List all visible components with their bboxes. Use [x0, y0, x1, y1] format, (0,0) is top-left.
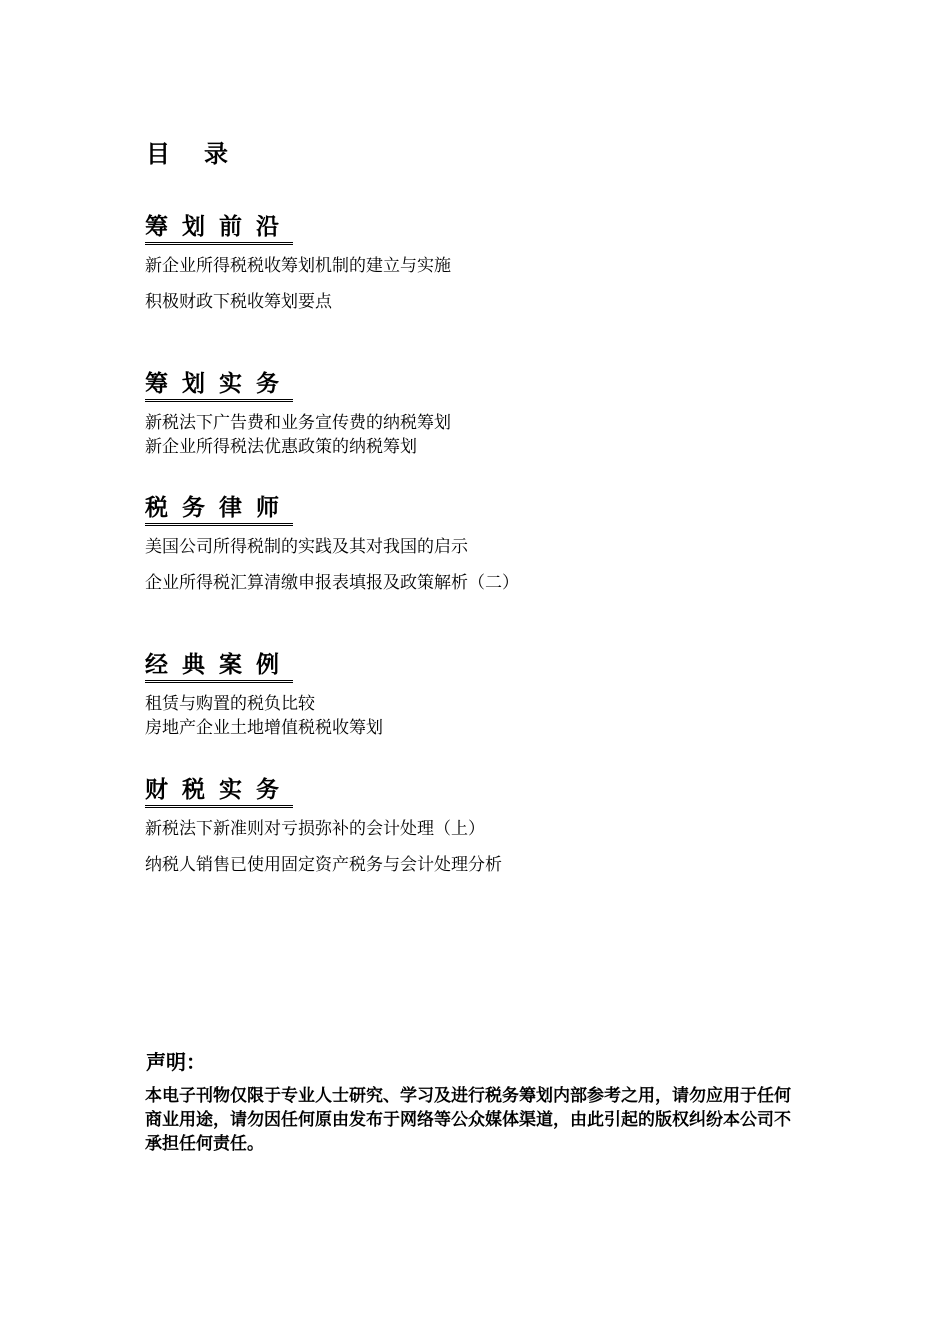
section-planning-practice	[145, 369, 451, 457]
statement-title: 声明：	[146, 1050, 206, 1074]
toc-entry[interactable]: 新企业所得税税收筹划机制的建立与实施	[145, 256, 451, 276]
section-heading: 财税实务	[145, 775, 293, 808]
toc-entry[interactable]: 纳税人销售已使用固定资产税务与会计处理分析	[145, 855, 502, 875]
section-heading: 税务律师	[145, 493, 293, 526]
statement-body: 本电子刊物仅限于专业人士研究、学习及进行税务筹划内部参考之用，请勿应用于任何商业用途，请勿因任何原由发布于网络等公众媒体渠道，由此引起的版权纠纷本公司不承担任何责任。	[145, 1086, 791, 1154]
toc-entry[interactable]: 房地产企业土地增值税税收筹划	[145, 718, 383, 738]
toc-entry[interactable]: 新税法下广告费和业务宣传费的纳税筹划	[145, 413, 451, 433]
toc-entry[interactable]: 美国公司所得税制的实践及其对我国的启示	[145, 537, 468, 557]
toc-title-char-1: 目	[146, 140, 170, 168]
toc-title-char-2: 录	[204, 140, 228, 168]
section-classic-cases	[145, 650, 383, 738]
section-heading: 筹划前沿	[145, 212, 293, 245]
section-planning-frontier	[145, 212, 451, 312]
toc-entry[interactable]: 新企业所得税法优惠政策的纳税筹划	[145, 437, 417, 457]
toc-entry[interactable]: 租赁与购置的税负比较	[145, 694, 315, 714]
toc-title	[146, 134, 228, 169]
toc-entry[interactable]: 新税法下新准则对亏损弥补的会计处理（上）	[145, 819, 485, 839]
section-finance-tax-practice	[145, 775, 502, 875]
toc-entry[interactable]: 积极财政下税收筹划要点	[145, 292, 332, 312]
section-tax-lawyer	[145, 493, 519, 593]
section-heading: 经典案例	[145, 650, 293, 683]
section-heading: 筹划实务	[145, 369, 293, 402]
toc-entry[interactable]: 企业所得税汇算清缴申报表填报及政策解析（二）	[145, 573, 519, 593]
